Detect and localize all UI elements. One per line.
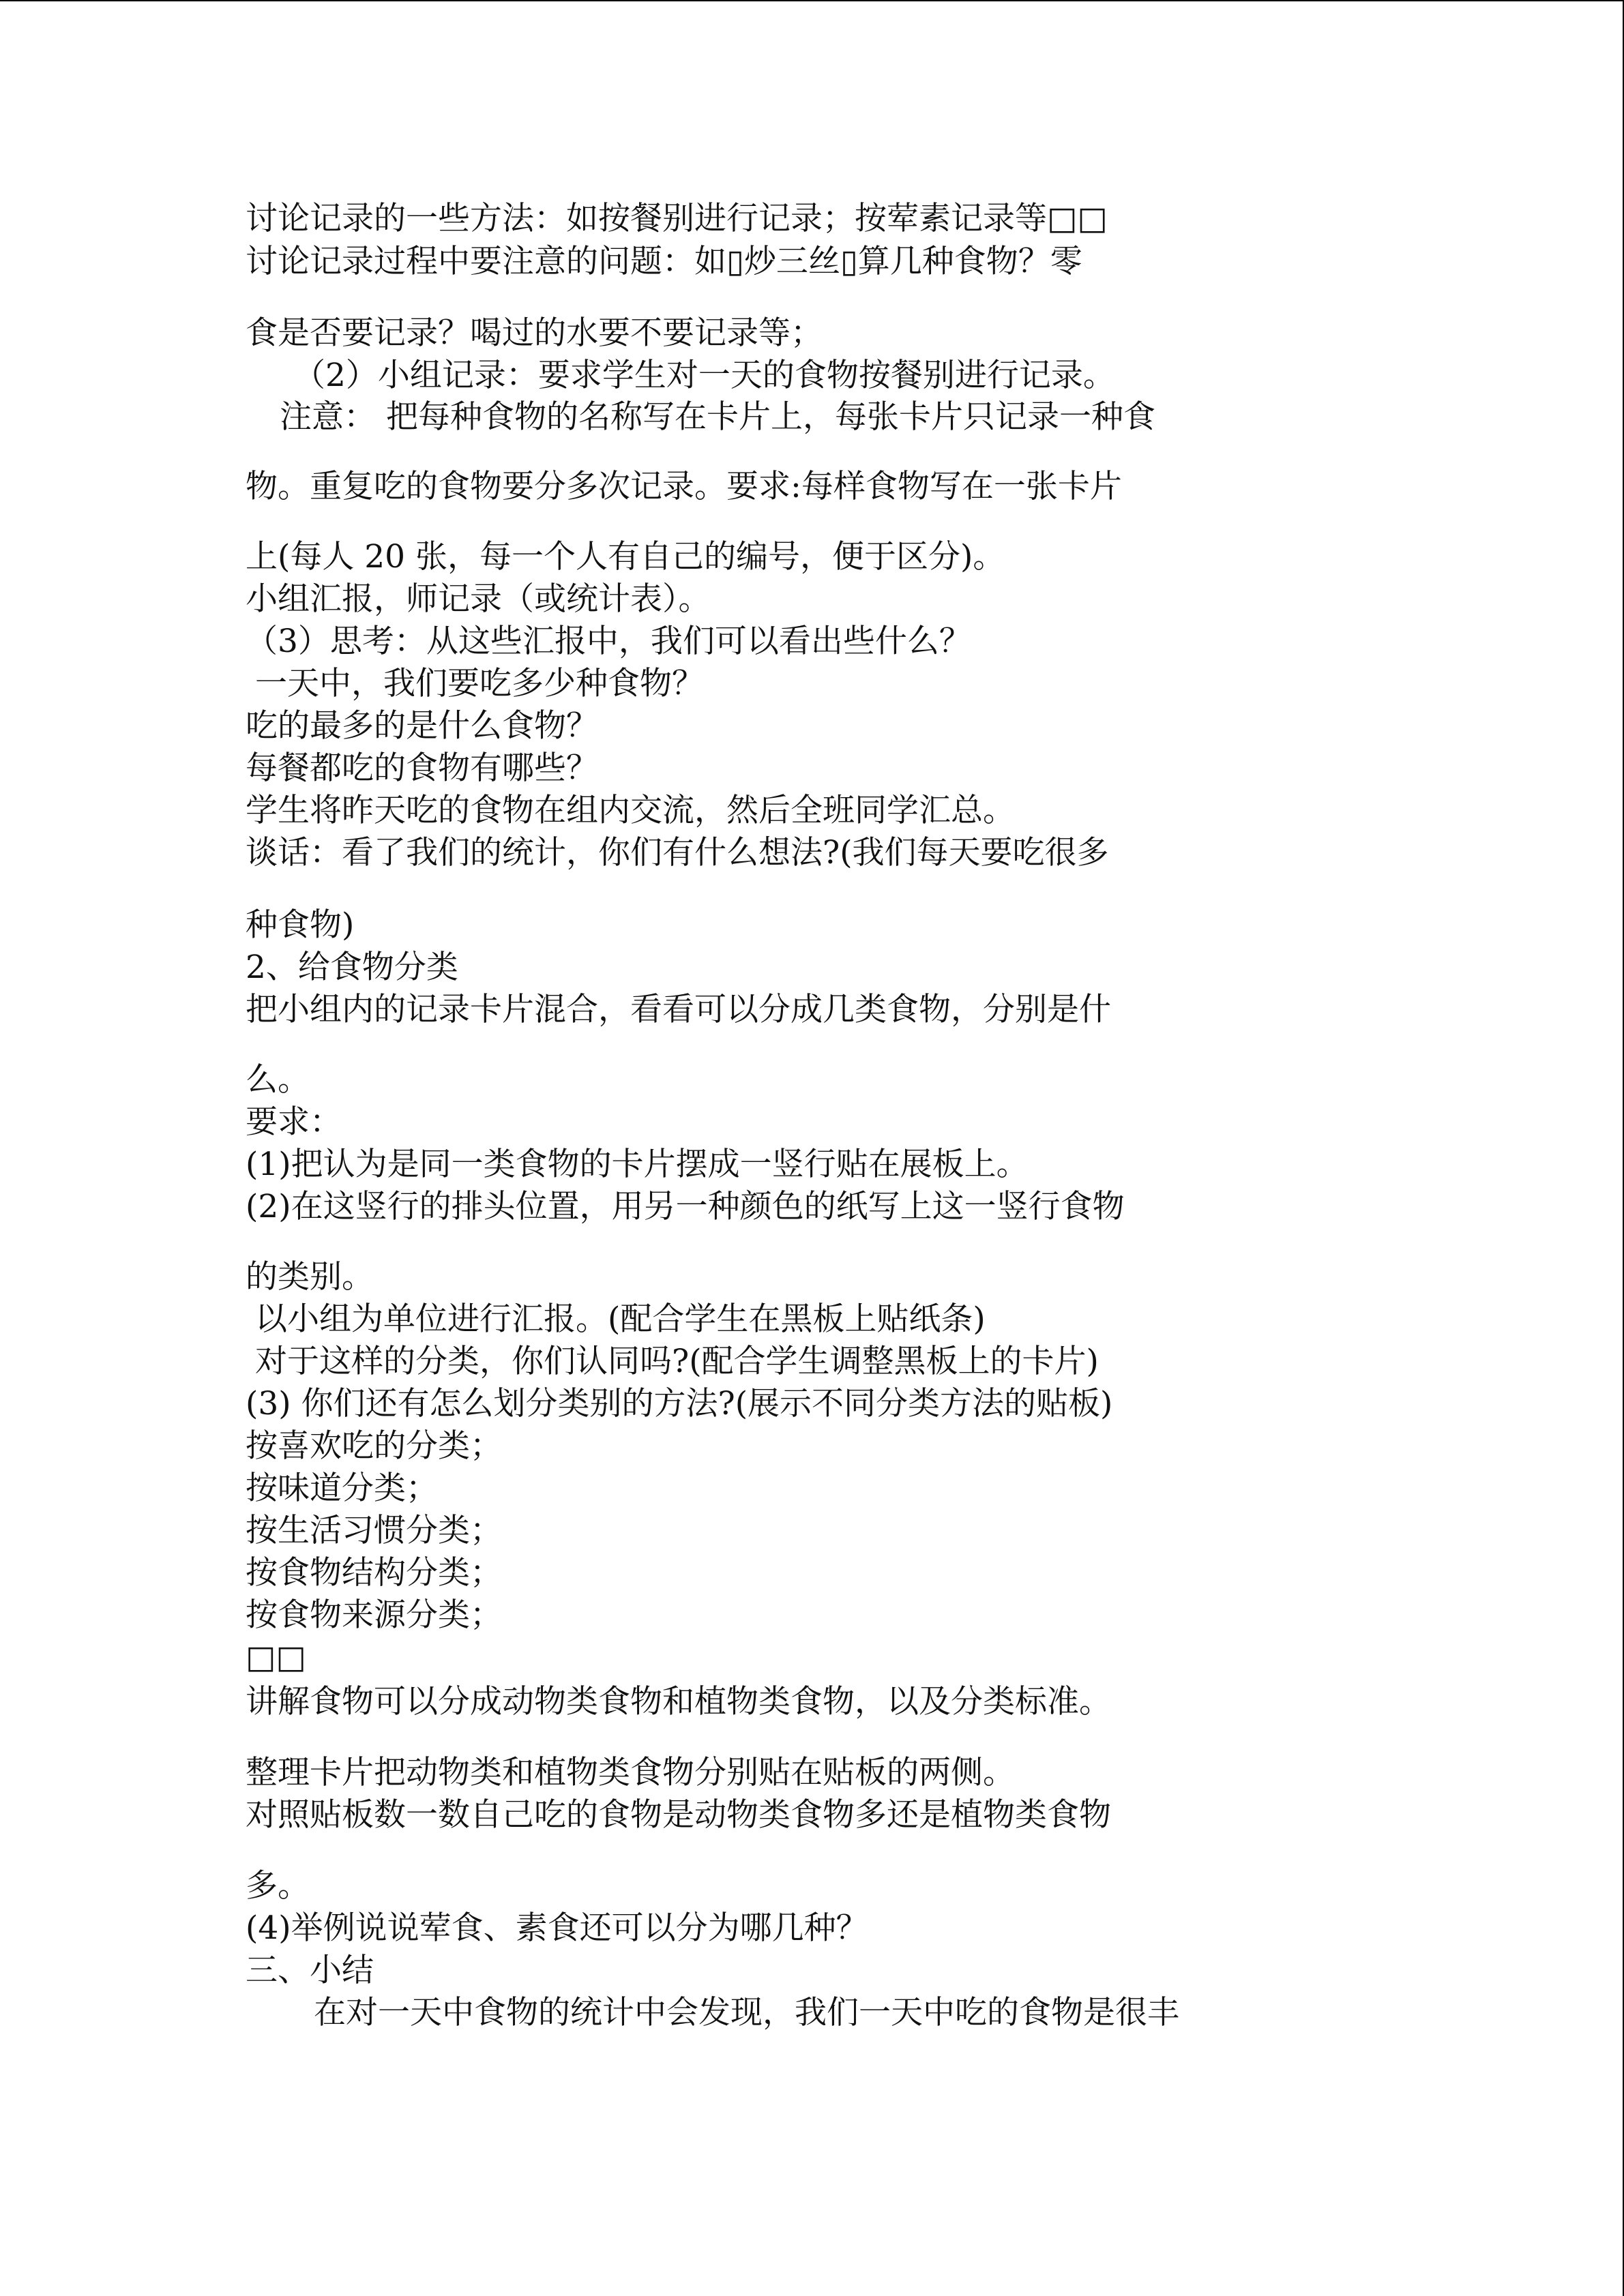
text-line-10: 一天中，我们要吃多少种食物？ [255,665,704,702]
text-line-19: 要求： [246,1103,342,1141]
text-line-32: 讲解食物可以分成动物类食物和植物类食物，以及分类标准。 [246,1683,1111,1720]
text-line-31: □□ [246,1639,306,1676]
text-line-18: 么。 [246,1061,310,1099]
text-line-38: 在对一天中食物的统计中会发现，我们一天中吃的食物是很丰 [314,1994,1179,2031]
text-line-16: 2、给食物分类 [246,949,458,986]
text-line-11: 吃的最多的是什么食物？ [246,707,598,745]
text-line-8: 小组汇报，师记录（或统计表）。 [246,580,711,618]
text-line-37: 三、小结 [246,1952,374,1989]
text-line-29: 按食物结构分类； [246,1554,502,1592]
text-line-26: 按喜欢吃的分类； [246,1427,502,1465]
text-line-14: 谈话：看了我们的统计，你们有什么想法?(我们每天要吃很多 [246,834,1109,871]
text-line-1: 讨论记录的一些方法：如按餐别进行记录；按荤素记录等□□ [246,200,1108,237]
text-line-33: 整理卡片把动物类和植物类食物分别贴在贴板的两侧。 [246,1754,1015,1791]
text-line-20: (1)把认为是同一类食物的卡片摆成一竖行贴在展板上。 [246,1146,1029,1183]
text-line-24: 对于这样的分类，你们认同吗?(配合学生调整黑板上的卡片) [255,1343,1099,1380]
text-line-4: （2）小组记录：要求学生对一天的食物按餐别进行记录。 [293,357,1115,394]
text-line-7: 上(每人 20 张，每一个人有自己的编号，便于区分)。 [246,538,1005,576]
text-line-21: (2)在这竖行的排头位置，用另一种颜色的纸写上这一竖行食物 [246,1188,1125,1225]
text-line-3: 食是否要记录？喝过的水要不要记录等； [246,314,823,352]
text-line-12: 每餐都吃的食物有哪些？ [246,749,598,787]
text-line-13: 学生将昨天吃的食物在组内交流，然后全班同学汇总。 [246,792,1015,829]
text-line-17: 把小组内的记录卡片混合，看看可以分成几类食物，分别是什 [246,991,1111,1028]
text-line-28: 按生活习惯分类； [246,1512,502,1549]
text-line-30: 按食物来源分类； [246,1596,502,1634]
text-line-36: (4)举例说说荤食、素食还可以分为哪几种？ [246,1909,868,1947]
text-line-34: 对照贴板数一数自己吃的食物是动物类食物多还是植物类食物 [246,1796,1111,1834]
text-line-2: 讨论记录过程中要注意的问题：如▯炒三丝▯算几种食物？零 [246,243,1082,280]
text-line-25: (3) 你们还有怎么划分类别的方法?(展示不同分类方法的贴板) [246,1385,1113,1422]
text-line-6: 物。重复吃的食物要分多次记录。要求:每样食物写在一张卡片 [246,468,1122,505]
text-line-15: 种食物) [246,906,355,944]
text-line-22: 的类别。 [246,1258,374,1296]
text-line-27: 按味道分类； [246,1470,438,1507]
text-line-23: 以小组为单位进行汇报。(配合学生在黑板上贴纸条) [255,1300,986,1338]
text-line-5: 注意： 把每种食物的名称写在卡片上，每张卡片只记录一种食 [280,398,1155,436]
text-line-35: 多。 [246,1867,310,1905]
text-line-9: （3）思考：从这些汇报中，我们可以看出些什么？ [246,623,971,660]
